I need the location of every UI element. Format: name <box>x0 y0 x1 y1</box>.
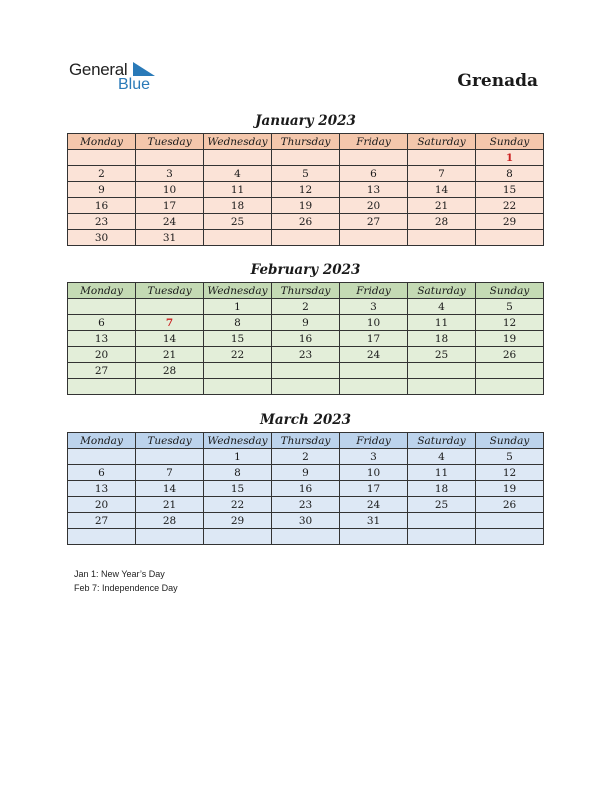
day-cell: 1 <box>204 449 272 465</box>
weekday-header-row <box>68 283 544 299</box>
holiday-notes <box>74 567 178 595</box>
day-cell: 9 <box>272 315 340 331</box>
weekday-header: Sunday <box>476 283 544 299</box>
day-cell <box>136 379 204 395</box>
weekday-header: Saturday <box>408 433 476 449</box>
day-cell <box>408 230 476 246</box>
day-cell <box>340 150 408 166</box>
day-cell: 27 <box>68 513 136 529</box>
day-cell <box>68 379 136 395</box>
day-cell: 21 <box>408 198 476 214</box>
logo-general-text: General <box>69 60 128 79</box>
week-row <box>68 299 544 315</box>
day-cell: 4 <box>408 449 476 465</box>
day-cell: 1 <box>476 150 544 166</box>
day-cell: 6 <box>68 315 136 331</box>
day-cell: 12 <box>476 465 544 481</box>
day-cell <box>408 150 476 166</box>
day-cell: 22 <box>476 198 544 214</box>
weekday-header: Tuesday <box>136 134 204 150</box>
week-row <box>68 529 544 545</box>
weekday-header: Saturday <box>408 134 476 150</box>
week-row <box>68 347 544 363</box>
day-cell <box>136 150 204 166</box>
day-cell: 4 <box>408 299 476 315</box>
day-cell: 16 <box>272 331 340 347</box>
day-cell: 24 <box>136 214 204 230</box>
day-cell: 17 <box>136 198 204 214</box>
day-cell: 17 <box>340 481 408 497</box>
day-cell <box>476 230 544 246</box>
day-cell: 19 <box>476 331 544 347</box>
day-cell <box>68 529 136 545</box>
day-cell: 22 <box>204 497 272 513</box>
day-cell: 2 <box>272 449 340 465</box>
weekday-header: Friday <box>340 134 408 150</box>
day-cell <box>204 363 272 379</box>
brand-logo <box>69 60 169 96</box>
week-row <box>68 230 544 246</box>
day-cell: 13 <box>68 331 136 347</box>
day-cell: 7 <box>136 315 204 331</box>
day-cell: 20 <box>340 198 408 214</box>
week-row <box>68 331 544 347</box>
day-cell <box>136 529 204 545</box>
week-row <box>68 166 544 182</box>
week-row <box>68 465 544 481</box>
day-cell: 4 <box>204 166 272 182</box>
day-cell <box>136 299 204 315</box>
day-cell <box>204 379 272 395</box>
day-cell <box>68 449 136 465</box>
day-cell: 21 <box>136 347 204 363</box>
day-cell <box>340 230 408 246</box>
day-cell: 25 <box>204 214 272 230</box>
day-cell: 27 <box>68 363 136 379</box>
day-cell <box>476 363 544 379</box>
day-cell: 6 <box>68 465 136 481</box>
day-cell <box>476 513 544 529</box>
weekday-header: Friday <box>340 283 408 299</box>
day-cell <box>408 363 476 379</box>
day-cell: 1 <box>204 299 272 315</box>
day-cell: 21 <box>136 497 204 513</box>
country-title: Grenada <box>457 71 538 91</box>
day-cell <box>68 150 136 166</box>
month-title-march: March 2023 <box>259 412 352 428</box>
day-cell: 11 <box>204 182 272 198</box>
weekday-header: Thursday <box>272 283 340 299</box>
week-row <box>68 481 544 497</box>
week-row <box>68 513 544 529</box>
week-row <box>68 182 544 198</box>
day-cell <box>272 529 340 545</box>
day-cell: 22 <box>204 347 272 363</box>
weekday-header: Wednesday <box>204 283 272 299</box>
day-cell: 30 <box>272 513 340 529</box>
day-cell: 7 <box>136 465 204 481</box>
day-cell: 16 <box>272 481 340 497</box>
day-cell <box>136 449 204 465</box>
day-cell <box>68 299 136 315</box>
weekday-header: Thursday <box>272 433 340 449</box>
day-cell: 13 <box>340 182 408 198</box>
day-cell: 2 <box>272 299 340 315</box>
day-cell <box>476 529 544 545</box>
day-cell: 5 <box>476 449 544 465</box>
day-cell: 14 <box>408 182 476 198</box>
day-cell: 11 <box>408 315 476 331</box>
day-cell: 9 <box>68 182 136 198</box>
week-row <box>68 379 544 395</box>
day-cell: 29 <box>204 513 272 529</box>
day-cell <box>272 379 340 395</box>
day-cell: 10 <box>340 315 408 331</box>
day-cell: 25 <box>408 497 476 513</box>
day-cell: 23 <box>68 214 136 230</box>
day-cell: 18 <box>408 481 476 497</box>
day-cell: 14 <box>136 331 204 347</box>
weekday-header: Sunday <box>476 134 544 150</box>
week-row <box>68 198 544 214</box>
day-cell <box>408 529 476 545</box>
holiday-note: Jan 1: New Year’s Day <box>74 569 165 579</box>
week-row <box>68 497 544 513</box>
calendar-february <box>67 282 544 395</box>
day-cell: 10 <box>340 465 408 481</box>
day-cell: 5 <box>272 166 340 182</box>
weekday-header: Thursday <box>272 134 340 150</box>
weekday-header: Saturday <box>408 283 476 299</box>
day-cell: 8 <box>204 315 272 331</box>
day-cell: 31 <box>340 513 408 529</box>
logo-triangle-icon <box>133 62 155 76</box>
day-cell <box>408 513 476 529</box>
logo-blue-text: Blue <box>118 76 151 93</box>
calendar-march <box>67 432 544 545</box>
day-cell: 16 <box>68 198 136 214</box>
day-cell <box>340 529 408 545</box>
day-cell <box>204 230 272 246</box>
day-cell: 20 <box>68 497 136 513</box>
month-title-january: January 2023 <box>255 113 356 129</box>
day-cell <box>272 230 340 246</box>
day-cell: 15 <box>204 481 272 497</box>
week-row <box>68 150 544 166</box>
day-cell: 9 <box>272 465 340 481</box>
holiday-note: Feb 7: Independence Day <box>74 583 178 593</box>
day-cell: 25 <box>408 347 476 363</box>
week-row <box>68 363 544 379</box>
day-cell <box>408 379 476 395</box>
calendar-january <box>67 133 544 246</box>
day-cell: 8 <box>204 465 272 481</box>
day-cell: 6 <box>340 166 408 182</box>
weekday-header: Monday <box>68 134 136 150</box>
day-cell <box>204 150 272 166</box>
day-cell: 28 <box>408 214 476 230</box>
day-cell: 5 <box>476 299 544 315</box>
day-cell: 19 <box>272 198 340 214</box>
day-cell: 3 <box>340 299 408 315</box>
day-cell <box>272 363 340 379</box>
day-cell: 15 <box>476 182 544 198</box>
day-cell: 20 <box>68 347 136 363</box>
day-cell: 18 <box>408 331 476 347</box>
day-cell: 14 <box>136 481 204 497</box>
day-cell: 12 <box>476 315 544 331</box>
week-row <box>68 449 544 465</box>
day-cell: 11 <box>408 465 476 481</box>
day-cell: 30 <box>68 230 136 246</box>
weekday-header: Monday <box>68 283 136 299</box>
day-cell: 12 <box>272 182 340 198</box>
day-cell <box>340 363 408 379</box>
day-cell <box>204 529 272 545</box>
day-cell: 15 <box>204 331 272 347</box>
week-row <box>68 315 544 331</box>
day-cell <box>340 379 408 395</box>
day-cell: 17 <box>340 331 408 347</box>
weekday-header: Monday <box>68 433 136 449</box>
day-cell: 26 <box>476 497 544 513</box>
day-cell <box>272 150 340 166</box>
weekday-header: Tuesday <box>136 283 204 299</box>
day-cell: 23 <box>272 347 340 363</box>
day-cell: 19 <box>476 481 544 497</box>
day-cell: 2 <box>68 166 136 182</box>
day-cell: 31 <box>136 230 204 246</box>
weekday-header: Friday <box>340 433 408 449</box>
day-cell: 28 <box>136 363 204 379</box>
week-row <box>68 214 544 230</box>
day-cell: 27 <box>340 214 408 230</box>
day-cell: 24 <box>340 347 408 363</box>
day-cell: 26 <box>476 347 544 363</box>
day-cell: 23 <box>272 497 340 513</box>
month-title-february: February 2023 <box>250 262 361 278</box>
day-cell: 24 <box>340 497 408 513</box>
weekday-header-row <box>68 433 544 449</box>
day-cell: 3 <box>340 449 408 465</box>
day-cell: 28 <box>136 513 204 529</box>
weekday-header: Wednesday <box>204 433 272 449</box>
weekday-header: Sunday <box>476 433 544 449</box>
weekday-header: Wednesday <box>204 134 272 150</box>
day-cell: 18 <box>204 198 272 214</box>
day-cell: 8 <box>476 166 544 182</box>
day-cell: 10 <box>136 182 204 198</box>
day-cell: 26 <box>272 214 340 230</box>
weekday-header: Tuesday <box>136 433 204 449</box>
weekday-header-row <box>68 134 544 150</box>
day-cell: 13 <box>68 481 136 497</box>
day-cell: 7 <box>408 166 476 182</box>
day-cell <box>476 379 544 395</box>
day-cell: 29 <box>476 214 544 230</box>
day-cell: 3 <box>136 166 204 182</box>
